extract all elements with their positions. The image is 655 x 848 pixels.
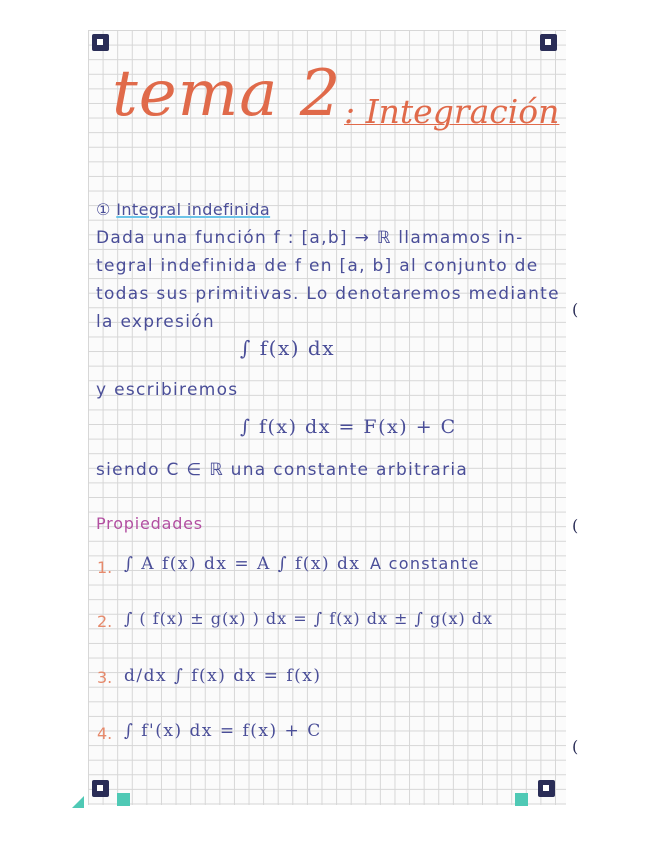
teal-square-left-icon xyxy=(117,793,130,806)
property-number: 4. xyxy=(97,724,113,743)
body-line: siendo C ∈ ℝ una constante arbitraria xyxy=(96,460,469,480)
property-formula: ∫ A f(x) dx = A ∫ f(x) dx xyxy=(124,554,361,574)
properties-heading: Propiedades xyxy=(96,514,203,533)
body-line: y escribiremos xyxy=(96,380,239,400)
body-line: tegral indefinida de f en [a, b] al conjunto de xyxy=(96,256,539,276)
property-formula: d/dx ∫ f(x) dx = f(x) xyxy=(124,666,322,686)
body-line: todas sus primitivas. Lo denotaremos mediante xyxy=(96,284,560,304)
page-subtitle: : Integración xyxy=(344,92,560,131)
corner-bottom-left-icon xyxy=(92,780,109,797)
property-formula: ∫ ( f(x) ± g(x) ) dx = ∫ f(x) dx ± ∫ g(x) dx xyxy=(124,609,494,628)
section-number: ① xyxy=(96,200,111,219)
property-note: A constante xyxy=(370,554,480,573)
section-heading xyxy=(96,200,270,219)
bracket-icon: ( xyxy=(572,737,579,756)
corner-top-left-icon xyxy=(92,34,109,51)
section-title: Integral indefinida xyxy=(116,200,271,219)
bracket-icon: ( xyxy=(572,300,579,319)
bracket-icon: ( xyxy=(572,516,579,535)
teal-triangle-icon xyxy=(72,796,84,808)
integral-notation: ∫ f(x) dx xyxy=(240,336,336,360)
page-title: tema 2 xyxy=(112,57,342,131)
property-number: 3. xyxy=(97,668,113,687)
primitive-formula: ∫ f(x) dx = F(x) + C xyxy=(240,416,457,438)
teal-square-right-icon xyxy=(515,793,528,806)
corner-top-right-icon xyxy=(540,34,557,51)
property-formula: ∫ f'(x) dx = f(x) + C xyxy=(124,721,322,741)
body-line: Dada una función f : [a,b] → ℝ llamamos in- xyxy=(96,228,524,248)
property-number: 1. xyxy=(97,558,113,577)
body-line: la expresión xyxy=(96,312,215,332)
corner-bottom-right-icon xyxy=(538,780,555,797)
property-number: 2. xyxy=(97,612,113,631)
